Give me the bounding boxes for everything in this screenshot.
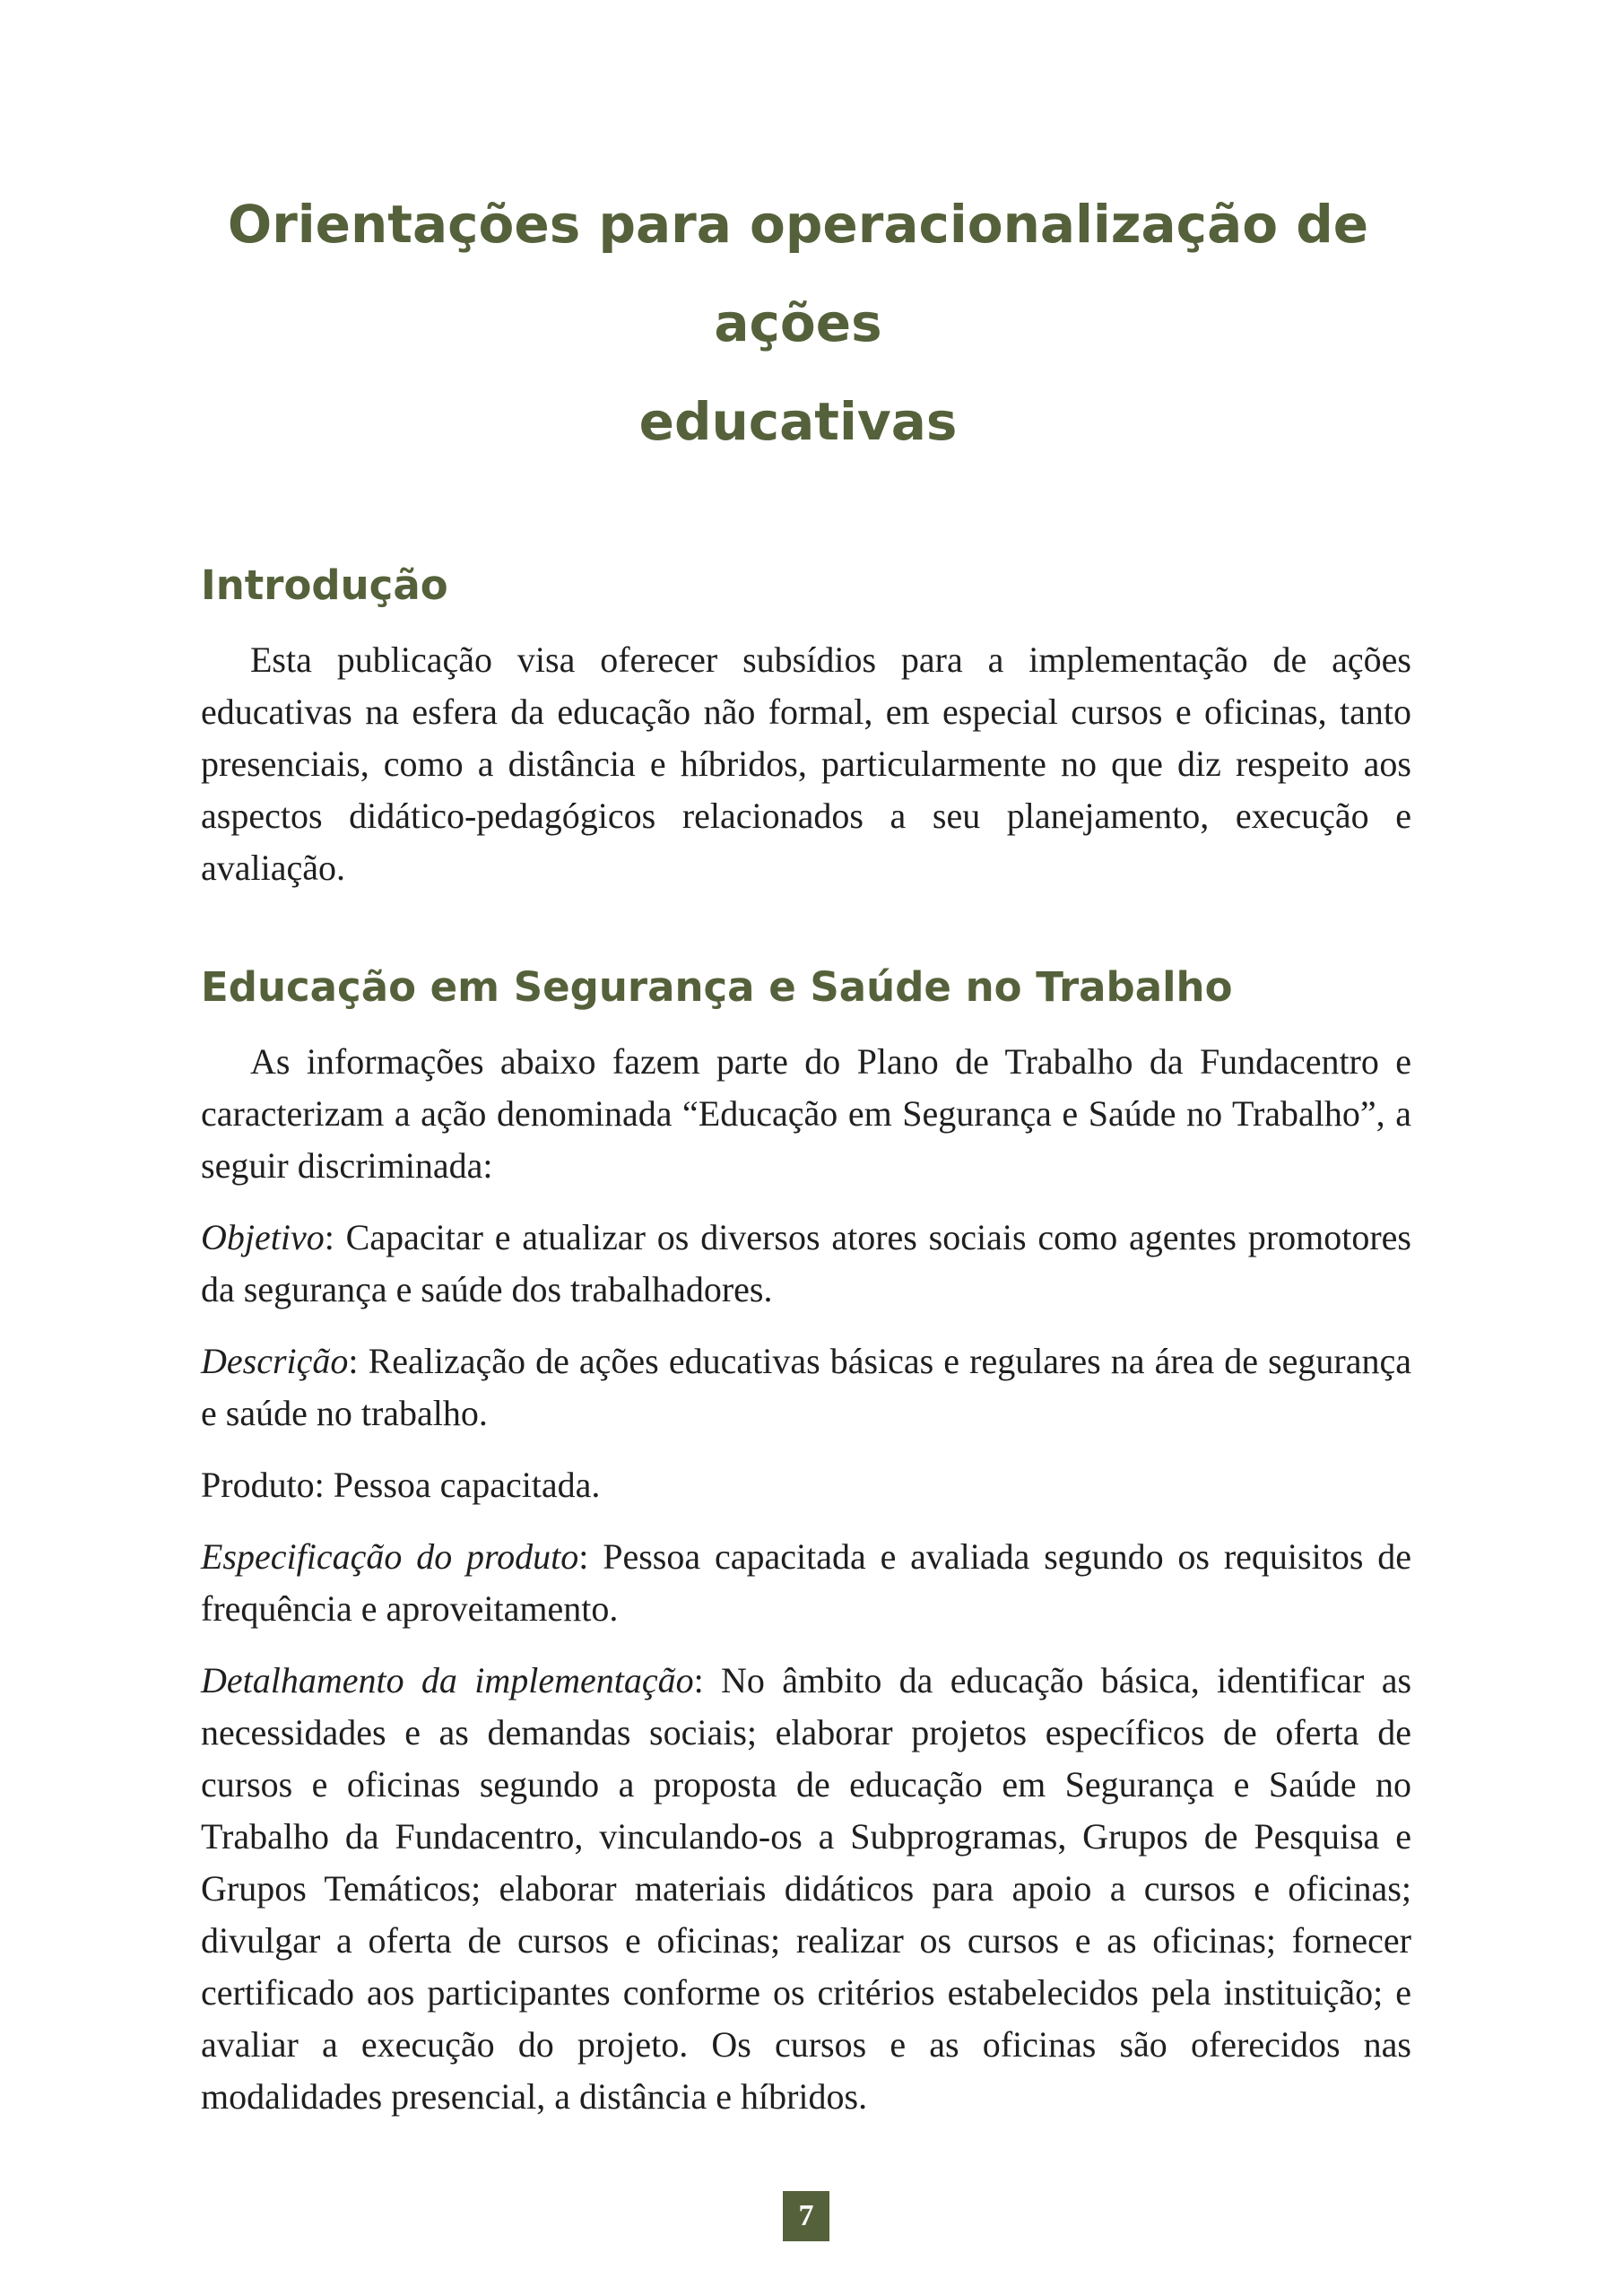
- detalhamento-text: : No âmbito da educação básica, identificar as necessidades e as demandas sociais; elaborar projetos específicos de oferta de cursos e oficinas segundo a proposta de educação em Segurança e Saúde no Trabalho da Fundacentro, vinculando-os a Subprogramas, Grupos de Pesquisa e Grupos Temáticos; elaborar materiais didáticos para apoio a cursos e oficinas; divulgar a oferta de cursos e oficinas; realizar os cursos e as oficinas; fornecer certificado aos participantes conforme os critérios estabelecidos pela instituição; e avaliar a execução do projeto. Os cursos e as oficinas são oferecidos nas modalidades presencial, a distância e híbridos.: [201, 1660, 1412, 2117]
- document-body: [201, 552, 1411, 2123]
- introducao-paragraph: Esta publicação visa oferecer subsídios para a implementação de ações educativas na esfera da educação não formal, em especial cursos e oficinas, tanto presenciais, como a distância e híbridos, particularmente no que diz respeito aos aspectos didático-pedagógicos relacionados a seu planejamento, execução e avaliação.: [201, 639, 1411, 888]
- descricao-paragraph: [201, 1335, 1411, 1439]
- page-title: [143, 175, 1453, 471]
- especificacao-text: : Pessoa capacitada e avaliada segundo os requisitos de frequência e aproveitamento.: [201, 1536, 1411, 1629]
- descricao-text: : Realização de ações educativas básicas e regulares na área de segurança e saúde no trabalho.: [201, 1341, 1411, 1433]
- produto-paragraph: Produto: Pessoa capacitada.: [201, 1465, 601, 1505]
- detalhamento-label: Detalhamento da implementação: [201, 1660, 694, 1700]
- objetivo-label: Objetivo: [201, 1217, 325, 1257]
- section-heading-introducao: Introdução: [201, 561, 448, 609]
- page-number-badge: 7: [783, 2191, 829, 2241]
- descricao-label: Descrição: [201, 1341, 349, 1381]
- detalhamento-paragraph: [201, 1655, 1411, 2123]
- section-heading-educacao: Educação em Segurança e Saúde no Trabalho: [201, 963, 1233, 1011]
- objetivo-text: : Capacitar e atualizar os diversos atores sociais como agentes promotores da segurança e saúde dos trabalhadores.: [201, 1217, 1411, 1309]
- page-title-line-1: Orientações para operacionalização de ações: [227, 194, 1369, 353]
- objetivo-paragraph: [201, 1212, 1411, 1316]
- page-title-line-2: educativas: [638, 391, 958, 452]
- especificacao-paragraph: [201, 1531, 1411, 1635]
- especificacao-label: Especificação do produto: [201, 1536, 579, 1577]
- educacao-paragraph: As informações abaixo fazem parte do Plano de Trabalho da Fundacentro e caracterizam a ação denominada “Educação em Segurança e Saúde no Trabalho”, a seguir discriminada:: [201, 1041, 1411, 1186]
